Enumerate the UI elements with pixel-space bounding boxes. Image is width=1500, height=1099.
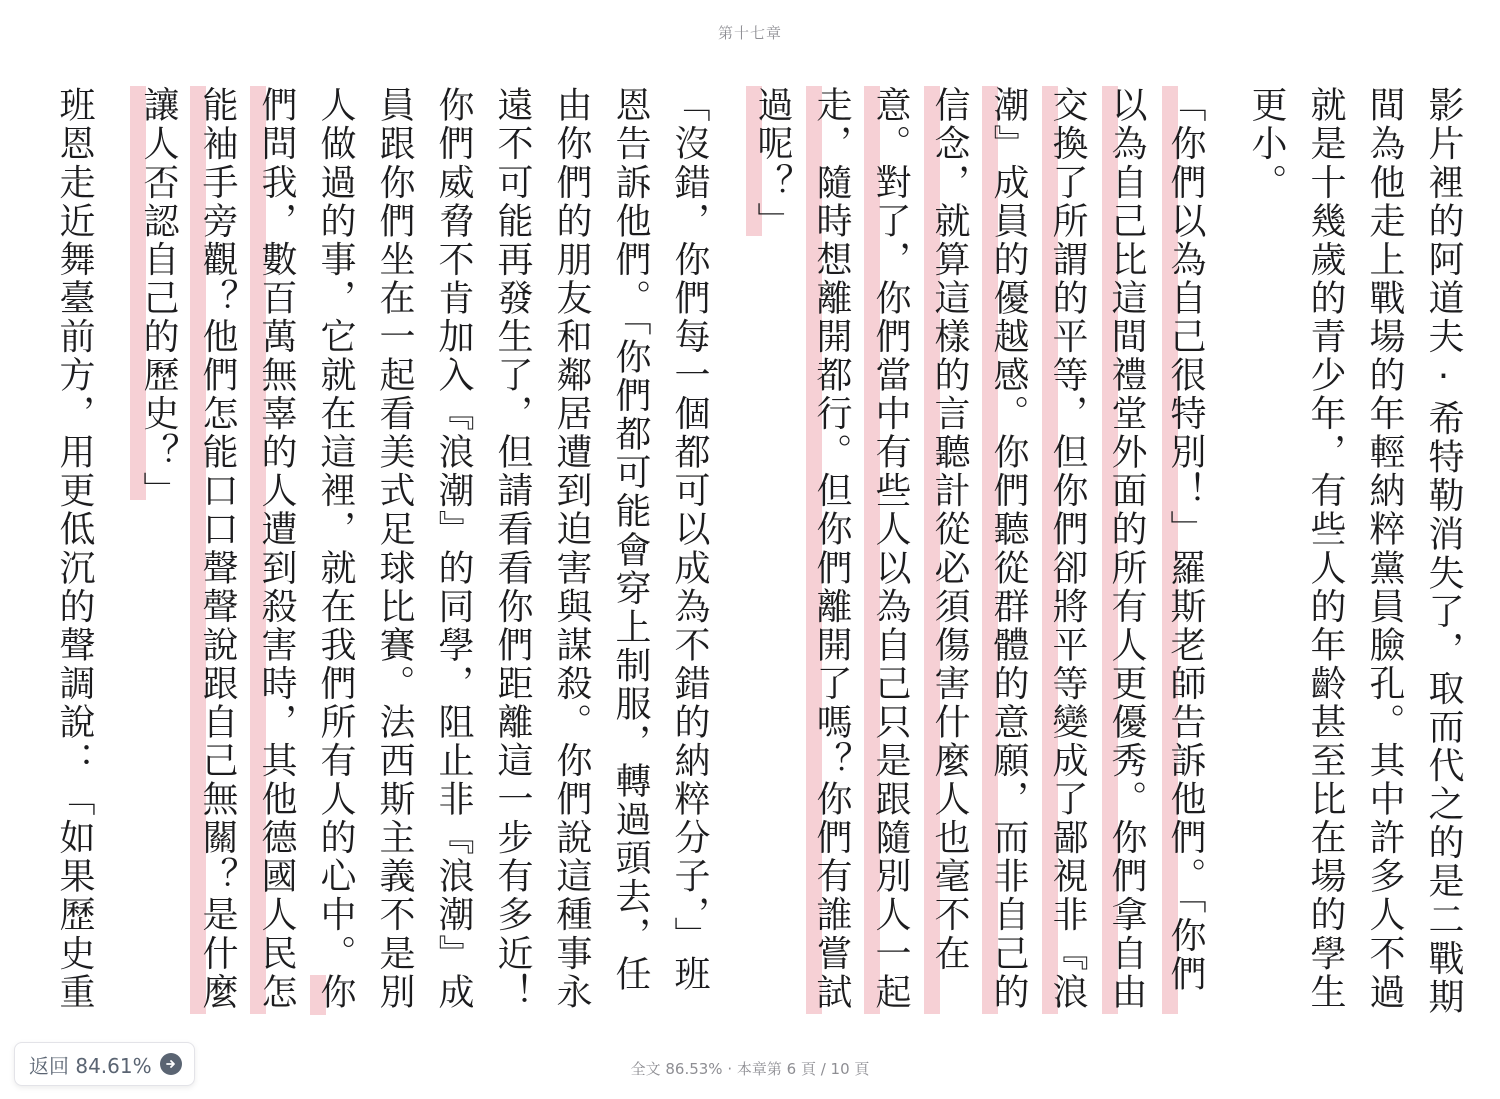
text-column: 班恩走近舞臺前方，用更低沉的聲調說：「如果歷史重	[54, 86, 95, 1012]
text-column: 就是十幾歲的青少年，有些人的年齡甚至比在場的學生	[1305, 86, 1346, 1012]
text-column: 以為自己比這間禮堂外面的所有人更優秀。你們拿自由	[1106, 86, 1147, 1012]
text-column: 們問我，數百萬無辜的人遭到殺害時，其他德國人民怎	[256, 86, 297, 1012]
text-column: 信念，就算這樣的言聽計從必須傷害什麼人也毫不在	[929, 86, 970, 973]
text-column: 你們威脅不肯加入『浪潮』的同學，阻止非『浪潮』成	[433, 86, 474, 1012]
text-column: 遠不可能再發生了，但請看看你們距離這一步有多近！	[492, 86, 533, 1012]
text-column: 讓人否認自己的歷史？」	[138, 86, 179, 511]
chapter-title: 第十七章	[717, 24, 782, 42]
text-column: 由你們的朋友和鄰居遭到迫害與謀殺。你們說這種事永	[551, 86, 592, 1012]
text-column: 更小。	[1246, 86, 1287, 202]
text-column: 間為他走上戰場的年輕納粹黨員臉孔。其中許多人不過	[1364, 86, 1405, 1012]
text-column: 「沒錯，你們每一個都可以成為不錯的納粹分子，」班	[669, 86, 710, 994]
text-column: 影片裡的阿道夫·希特勒消失了，取而代之的是二戰期	[1423, 86, 1464, 1017]
reading-progress: 全文 86.53% · 本章第 6 頁 / 10 頁	[630, 1060, 870, 1078]
text-column: 過呢？」	[752, 86, 793, 241]
text-column: 意。對了，你們當中有些人以為自己只是跟隨別人一起	[870, 86, 911, 1012]
text-column: 潮』成員的優越感。你們聽從群體的意願，而非自己的	[988, 86, 1029, 1012]
text-column: 「你們以為自己很特別！」羅斯老師告訴他們。「你們	[1165, 86, 1206, 994]
text-column: 走，隨時想離開都行。但你們離開了嗎？你們有誰嘗試	[811, 86, 852, 1012]
text-column: 恩告訴他們。「你們都可能會穿上制服，轉過頭去，任	[610, 86, 651, 994]
text-column: 員跟你們坐在一起看美式足球比賽。法西斯主義不是別	[374, 86, 415, 1012]
text-column: 能袖手旁觀？他們怎能口口聲聲說跟自己無關？是什麼	[197, 86, 238, 1012]
text-column: 人做過的事，它就在這裡，就在我們所有人的心中。你	[315, 86, 356, 1012]
text-column: 交換了所謂的平等，但你們卻將平等變成了鄙視非『浪	[1047, 86, 1088, 1012]
back-button-label: 返回 84.61%	[29, 1053, 152, 1078]
